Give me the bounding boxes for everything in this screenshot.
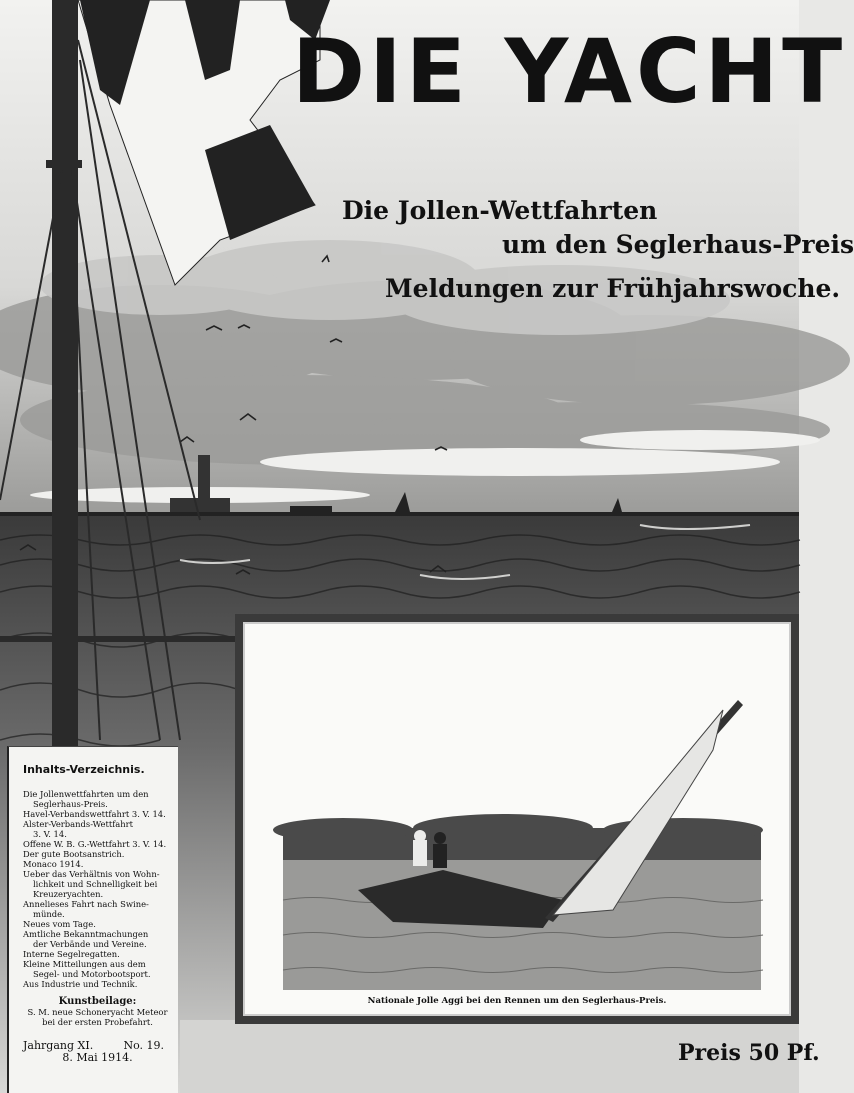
toc-item: Amtliche Bekanntmachungen xyxy=(23,929,149,939)
toc-item: Offene W. B. G.-Wettfahrt 3. V. 14. xyxy=(23,839,167,849)
photo-panel xyxy=(243,622,791,1016)
headline-1: Die Jollen-Wettfahrten xyxy=(342,196,658,225)
toc-item: Ueber das Verhältnis von Wohn- xyxy=(23,869,160,879)
table-of-contents xyxy=(7,746,178,1093)
toc-item: der Verbände und Vereine. xyxy=(33,939,147,949)
toc-item: Monaco 1914. xyxy=(23,859,84,869)
toc-title: Inhalts-Verzeichnis. xyxy=(23,763,145,776)
toc-item: 3. V. 14. xyxy=(33,829,67,839)
supplement-heading: Kunstbeilage: xyxy=(58,996,137,1007)
toc-item: Annelieses Fahrt nach Swine- xyxy=(23,899,149,909)
issue-number: No. 19. xyxy=(123,1039,164,1052)
toc-item: Neues vom Tage. xyxy=(23,919,96,929)
headline-2: um den Seglerhaus-Preis xyxy=(502,230,854,259)
photo-caption: Nationale Jolle Aggi bei den Rennen um den Seglerhaus-Preis. xyxy=(367,996,667,1006)
photo-frame xyxy=(235,614,799,1024)
issue-info xyxy=(23,1041,172,1051)
issue-date: 8. Mai 1914. xyxy=(62,1051,133,1064)
toc-item: Die Jollenwettfahrten um den xyxy=(23,789,149,799)
toc-item: Interne Segelregatten. xyxy=(23,949,120,959)
masthead-title: DIE YACHT xyxy=(292,20,847,123)
toc-item: münde. xyxy=(33,909,65,919)
toc-item: Der gute Bootsanstrich. xyxy=(23,849,125,859)
volume: Jahrgang XI. xyxy=(23,1039,94,1052)
headline-3: Meldungen zur Frühjahrswoche. xyxy=(385,274,841,303)
toc-item: lichkeit und Schnelligkeit bei xyxy=(33,879,158,889)
toc-item: Kleine Mitteilungen aus dem xyxy=(23,959,146,969)
price-label: Preis 50 Pf. xyxy=(678,1040,820,1066)
toc-item: Segel- und Motorbootsport. xyxy=(33,969,151,979)
toc-item: Aus Industrie und Technik. xyxy=(23,979,138,989)
sailing-dinghy-photo xyxy=(283,660,761,990)
toc-item: Havel-Verbandswettfahrt 3. V. 14. xyxy=(23,809,166,819)
toc-item: Alster-Verbands-Wettfahrt xyxy=(23,819,134,829)
toc-item: Seglerhaus-Preis. xyxy=(33,799,108,809)
supplement-line: bei der ersten Probefahrt. xyxy=(42,1017,153,1027)
toc-item: Kreuzeryachten. xyxy=(33,889,104,899)
supplement-line: S. M. neue Schoneryacht Meteor xyxy=(27,1007,168,1017)
